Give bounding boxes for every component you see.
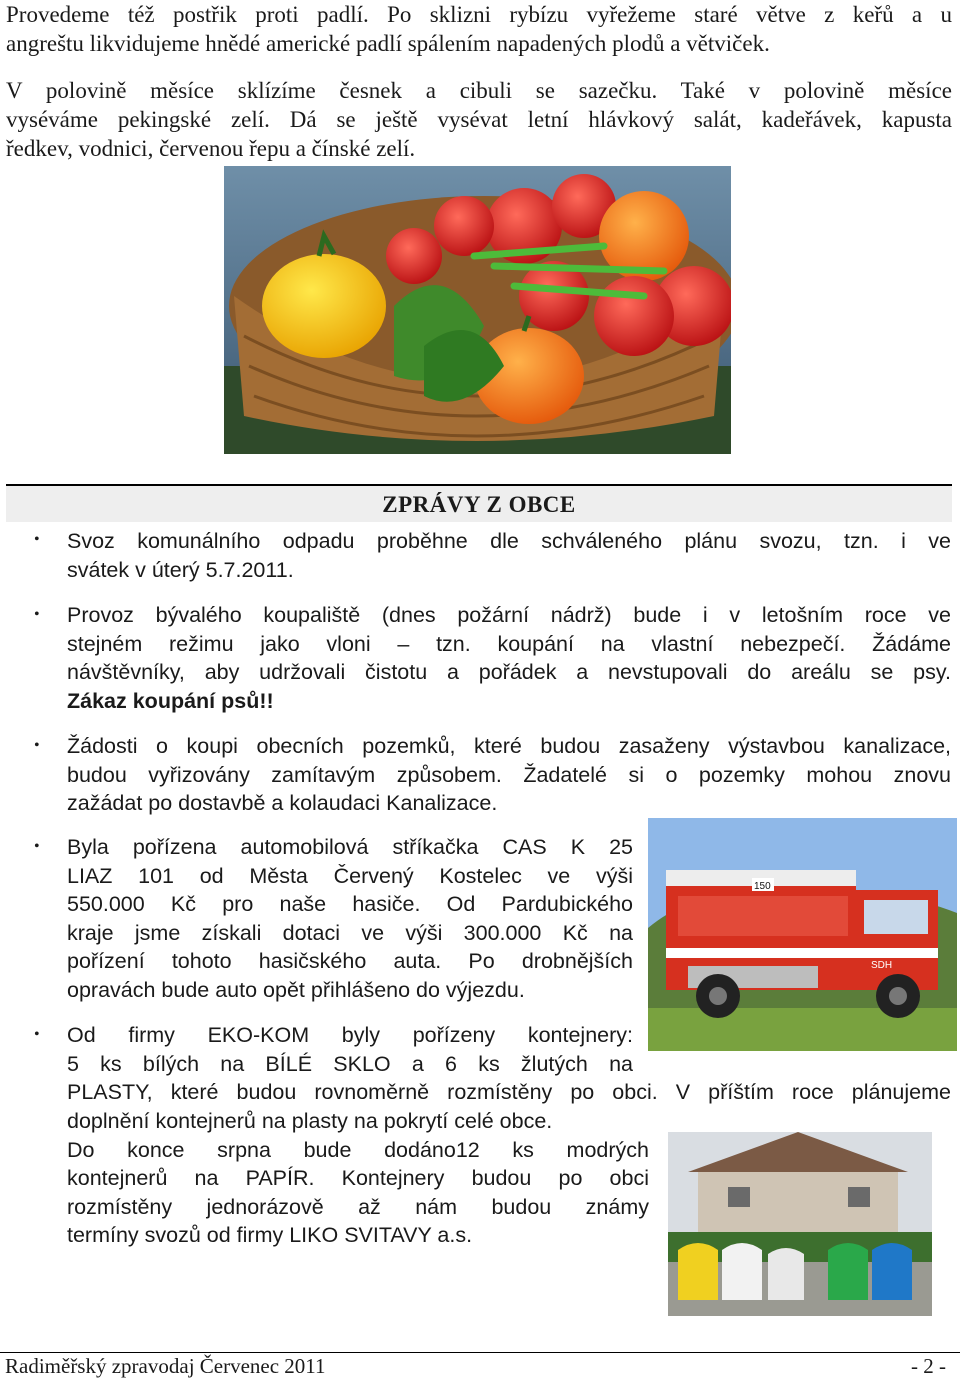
text-line: Byla pořízena automobilová stříkačka CAS K 25 xyxy=(67,835,633,859)
text-line: vyséváme pekingské zelí. Dá se ještě vysévat letní hlávkový salát, kadeřávek, kapusta xyxy=(6,107,952,132)
intro-paragraph-2 xyxy=(6,76,952,163)
news-item-1 xyxy=(67,527,951,584)
section-heading: ZPRÁVY Z OBCE xyxy=(382,492,576,517)
truck-number: 150 xyxy=(754,881,771,892)
truck-door-text: SDH xyxy=(871,960,893,971)
bullet-icon: • xyxy=(34,737,40,754)
bullet-icon: • xyxy=(34,838,40,855)
text-line: 5 ks bílých na BÍLÉ SKLO a 6 ks žlutých na xyxy=(67,1051,633,1076)
page-number: - 2 - xyxy=(911,1354,946,1378)
text-line: kraje jsme získali dotaci ve výši 300.000 Kč na xyxy=(67,920,633,945)
news-item-5-middle xyxy=(67,1078,951,1107)
intro-text xyxy=(6,0,952,181)
intro-paragraph-1 xyxy=(6,0,952,58)
text-line: LIAZ 101 od Města Červený Kostelec ve výši xyxy=(67,863,633,888)
text-line: doplnění kontejnerů na plasty na pokrytí celé obce. xyxy=(67,1109,553,1133)
text-line: Do konce srpna bude dodáno12 ks modrých xyxy=(67,1137,649,1162)
text-line: rozmístěny jednorázově až nám budou známy xyxy=(67,1194,649,1219)
text-line: kontejnerů na PAPÍR. Kontejnery budou po obci xyxy=(67,1166,649,1190)
footer-divider xyxy=(0,1352,960,1353)
text-line: Žádosti o koupi obecních pozemků, které budou zasaženy výstavbou kanalizace, xyxy=(67,734,951,758)
text-line: angreštu likvidujeme hnědé americké padlí spálením napadených plodů a větviček. xyxy=(6,31,770,56)
recycling-containers-photo xyxy=(668,1132,932,1316)
text-line: opravách bude auto opět přihlášeno do výjezdu. xyxy=(67,977,525,1002)
news-item-2 xyxy=(67,601,951,715)
bullet-icon: • xyxy=(34,531,40,548)
news-item-4 xyxy=(67,833,633,1004)
warning-text: Zákaz koupání psů!! xyxy=(67,688,274,713)
text-line: budou vyřizovány zamítavým způsobem. Žadatelé si o pozemky mohou znovu xyxy=(67,762,951,787)
bullet-icon: • xyxy=(34,1026,40,1043)
news-item-5-top xyxy=(67,1021,633,1078)
vegetable-basket-photo xyxy=(224,166,731,454)
text-line: návštěvníky, aby udržovali čistotu a pořádek a nevstupovali do areálu se psy. xyxy=(67,660,951,684)
text-line: Provedeme též postřik proti padlí. Po sklizni rybízu vyřežeme staré větve z keřů a u xyxy=(6,2,952,27)
text-line: V polovině měsíce sklízíme česnek a cibuli se sazečku. Také v polovině měsíce xyxy=(6,78,952,103)
fire-truck-photo xyxy=(648,818,957,1051)
text-line: zažádat po dostavbě a kolaudaci Kanalizace. xyxy=(67,791,498,815)
text-line: svátek v úterý 5.7.2011. xyxy=(67,557,294,582)
news-item-3 xyxy=(67,732,951,818)
bullet-icon: • xyxy=(34,606,40,623)
text-line: PLASTY, které budou rovnoměrně rozmístěny po obci. V příštím roce plánujeme xyxy=(67,1080,951,1104)
text-line: termíny svozů od firmy LIKO SVITAVY a.s. xyxy=(67,1223,473,1247)
text-line: pořízení tohoto hasičského auta. Po drobnějších xyxy=(67,949,633,973)
footer-publication: Radiměřský zpravodaj Červenec 2011 xyxy=(5,1354,326,1378)
section-heading-bar xyxy=(6,484,952,522)
text-line: 550.000 Kč pro naše hasiče. Od Pardubického xyxy=(67,892,633,916)
news-item-5-bottom xyxy=(67,1107,649,1250)
text-line: stejném režimu jako vloni – tzn. koupání na vlastní nebezpečí. Žádáme xyxy=(67,631,951,656)
text-line: Od firmy EKO-KOM byly pořízeny kontejnery: xyxy=(67,1023,633,1047)
text-line: Svoz komunálního odpadu proběhne dle schváleného plánu svozu, tzn. i ve xyxy=(67,529,951,553)
text-line: ředkev, vodnici, červenou řepu a čínské zelí. xyxy=(6,136,416,161)
text-line: Provoz bývalého koupaliště (dnes požární nádrž) bude i v letošním roce ve xyxy=(67,603,951,627)
